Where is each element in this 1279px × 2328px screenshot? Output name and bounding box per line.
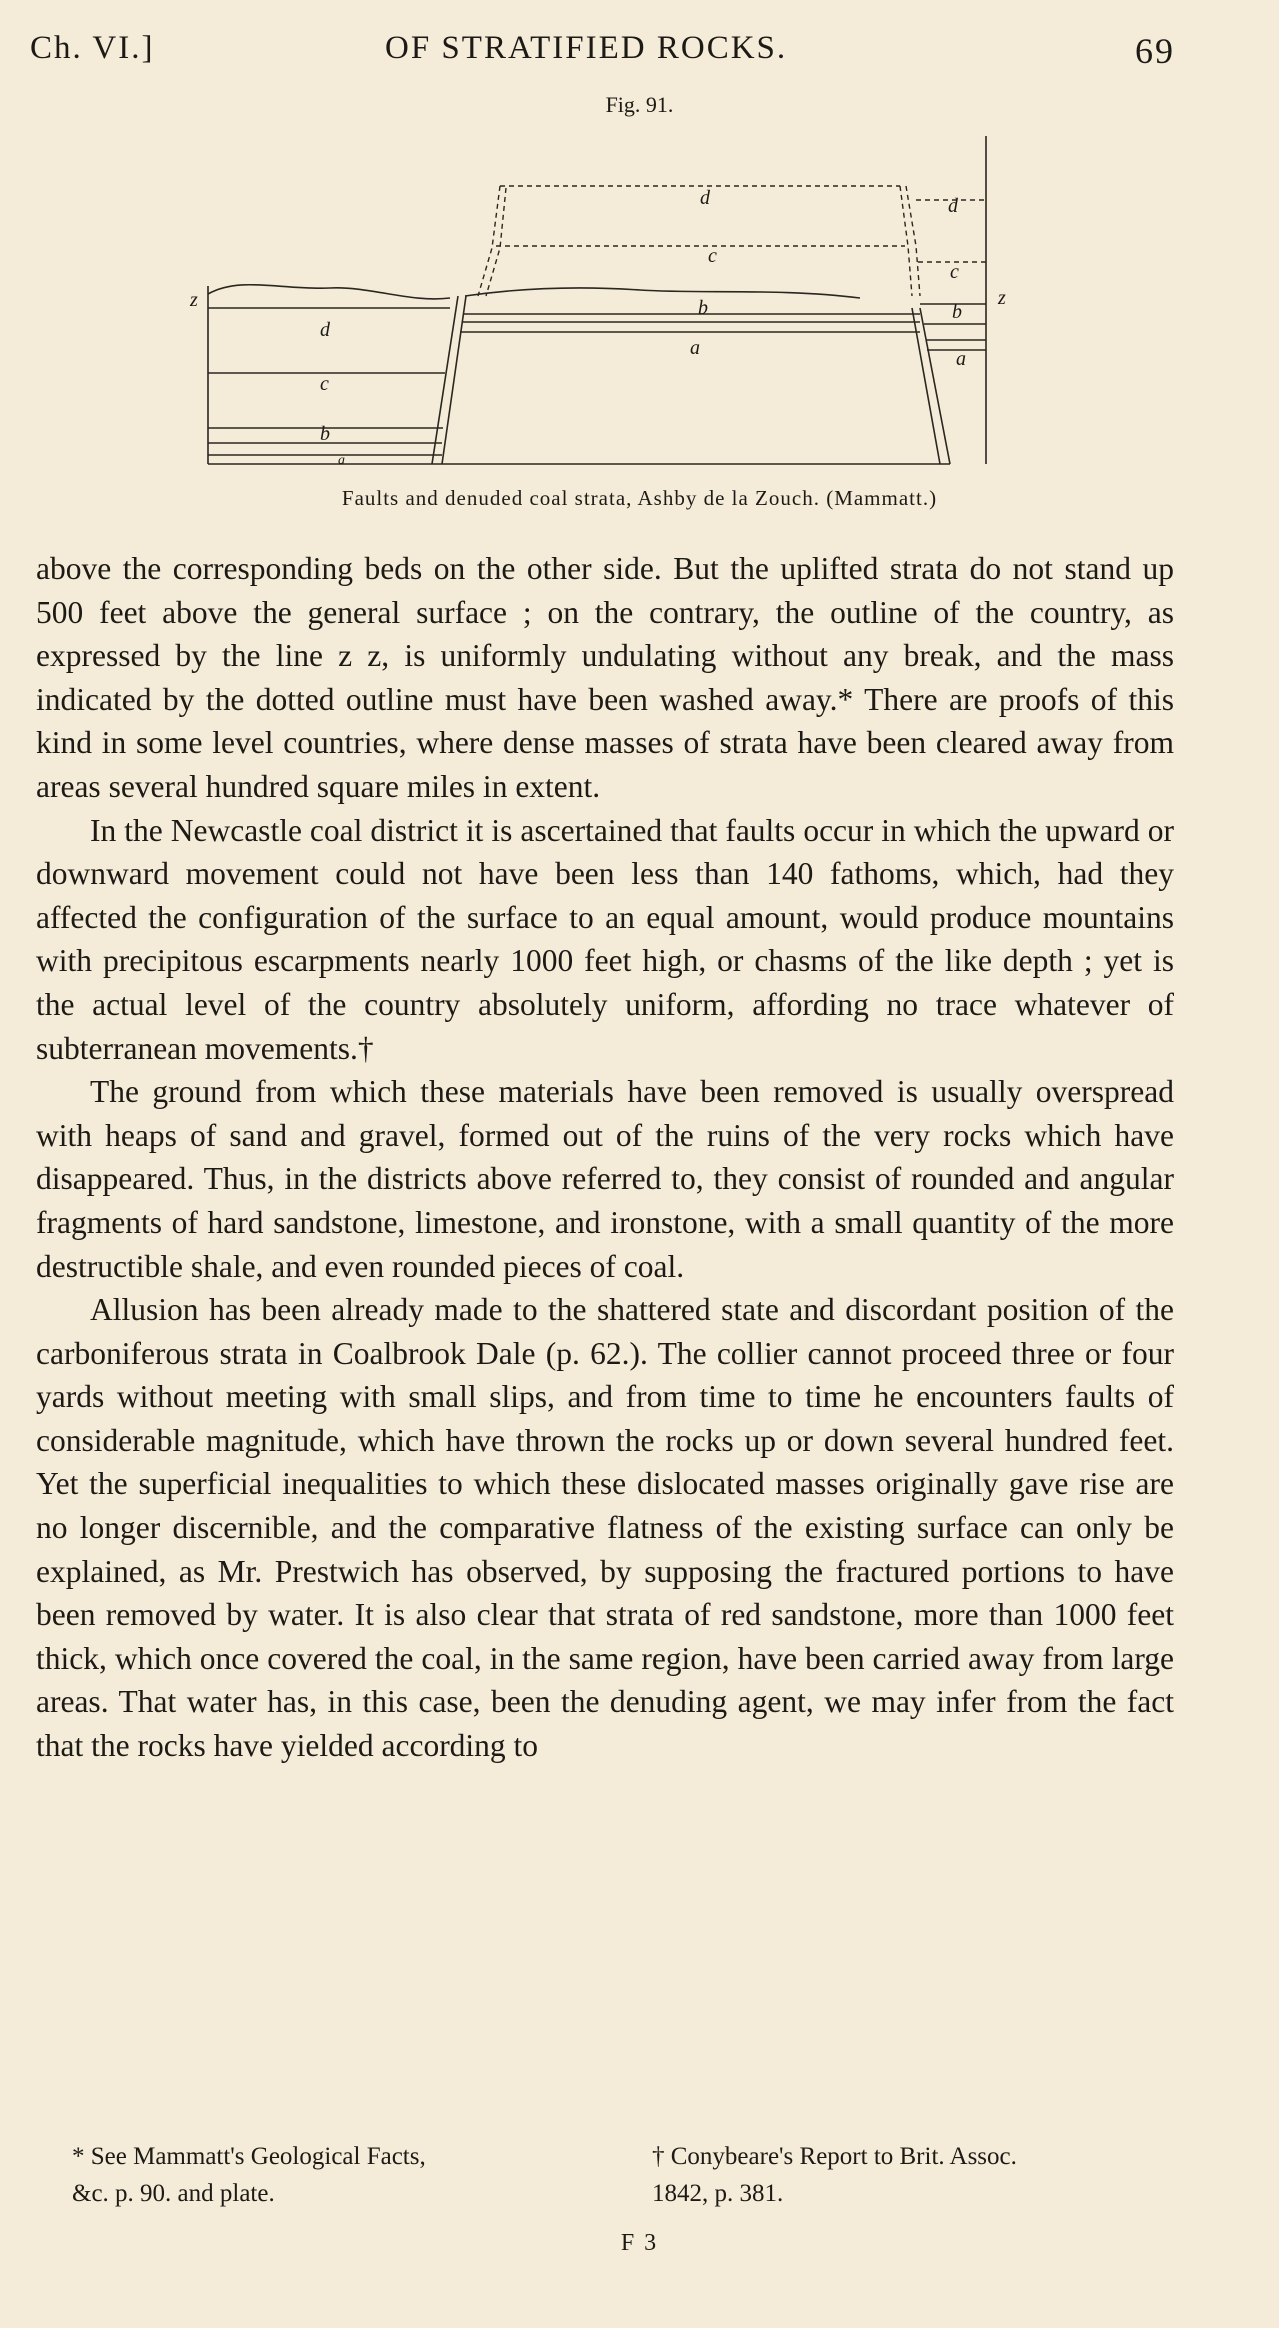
footnote-conybeare (652, 2138, 1212, 2212)
body-text (36, 547, 1174, 1768)
page-number: 69 (1135, 31, 1175, 71)
label-z-left: z (190, 289, 198, 311)
label-a-right: a (956, 348, 966, 370)
footnote-line: &c. p. 90. and plate. (72, 2180, 275, 2207)
running-title: OF STRATIFIED ROCKS. (385, 30, 788, 66)
footnote-line: 1842, p. 381. (652, 2180, 784, 2207)
figure-label: Fig. 91. (605, 92, 674, 117)
paragraph: In the Newcastle coal district it is ascertained that faults occur in which the upward or downward movement could not have been less than 140 fathoms, which, had they affected the configuration of the surface to an equal amount, would produce mountains with precipitous escarpments nearly 1000 feet high, or chasms of the like depth ; yet is the actual level of the country absolutely uniform, affording no trace whatever of subterranean movements.† (36, 812, 1174, 1066)
label-d-left: d (320, 319, 330, 341)
fault-diagram (160, 128, 1020, 478)
label-d-right: d (948, 195, 958, 217)
figure-caption: Faults and denuded coal strata, Ashby de la Zouch. (Mammatt.) (341, 486, 938, 510)
running-head (30, 30, 1175, 80)
label-c-left: c (320, 373, 329, 395)
label-b-left: b (320, 423, 330, 445)
footnote-line: † Conybeare's Report to Brit. Assoc. (652, 2143, 1017, 2170)
footnote-mammatt (72, 2138, 612, 2212)
fault-diagram-svg (160, 128, 1020, 478)
label-c-center: c (708, 245, 717, 267)
paragraph: above the corresponding beds on the other side. But the uplifted strata do not stand up 500 feet above the general surface ; on the contrary, the outline of the country, as expressed by the line z z, is uniformly undulating without any break, and the mass indicated by the dotted outline must have been washed away.* There are proofs of this kind in some level countries, where dense masses of strata have been cleared away from areas several hundred square miles in extent. (36, 551, 1174, 804)
footnote-line: * See Mammatt's Geological Facts, (72, 2143, 426, 2170)
label-a-left: a (338, 453, 345, 468)
removed-mass-right-edge-2 (906, 186, 920, 296)
paragraph: The ground from which these materials have been removed is usually overspread with heaps of sand and gravel, formed out of the ruins of the very rocks which have disappeared. Thus, in the districts above referred to, they consist of rounded and angular fragments of hard sandstone, limestone, and ironstone, with a small quantity of the more destructible shale, and even rounded pieces of coal. (36, 1074, 1174, 1284)
footnotes (72, 2138, 1180, 2218)
label-d-center: d (700, 187, 710, 209)
label-z-right: z (998, 287, 1006, 309)
label-b-center: b (698, 297, 708, 319)
signature-mark: F 3 (620, 2230, 659, 2256)
chapter-label: Ch. VI.] (30, 30, 155, 66)
label-b-right: b (952, 301, 962, 323)
surface-line-left (208, 285, 450, 299)
paragraph: Allusion has been already made to the shattered state and discordant position of the carboniferous strata in Coalbrook Dale (p. 62.). The collier cannot proceed three or four yards without meeting with small slips, and from time to time he encounters faults of considerable magnitude, which have thrown the rocks up or down several hundred feet. Yet the superficial inequalities to which these dislocated masses originally gave rise are no longer discernible, and the comparative flatness of the existing surface can only be explained, as Mr. Prestwich has observed, by supposing the fractured portions to have been removed by water. It is also clear that strata of red sandstone, more than 1000 feet thick, which once covered the coal, in the same region, have been carried away from large areas. That water has, in this case, been the denuding agent, we may infer from the fact that the rocks have yielded according to (36, 1292, 1174, 1764)
removed-mass-right-edge (900, 186, 912, 296)
surface-line-center (465, 288, 860, 298)
label-c-right: c (950, 261, 959, 283)
removed-mass-left-edge (478, 186, 500, 296)
label-a-center: a (690, 337, 700, 359)
removed-mass-left-edge-2 (486, 188, 506, 296)
